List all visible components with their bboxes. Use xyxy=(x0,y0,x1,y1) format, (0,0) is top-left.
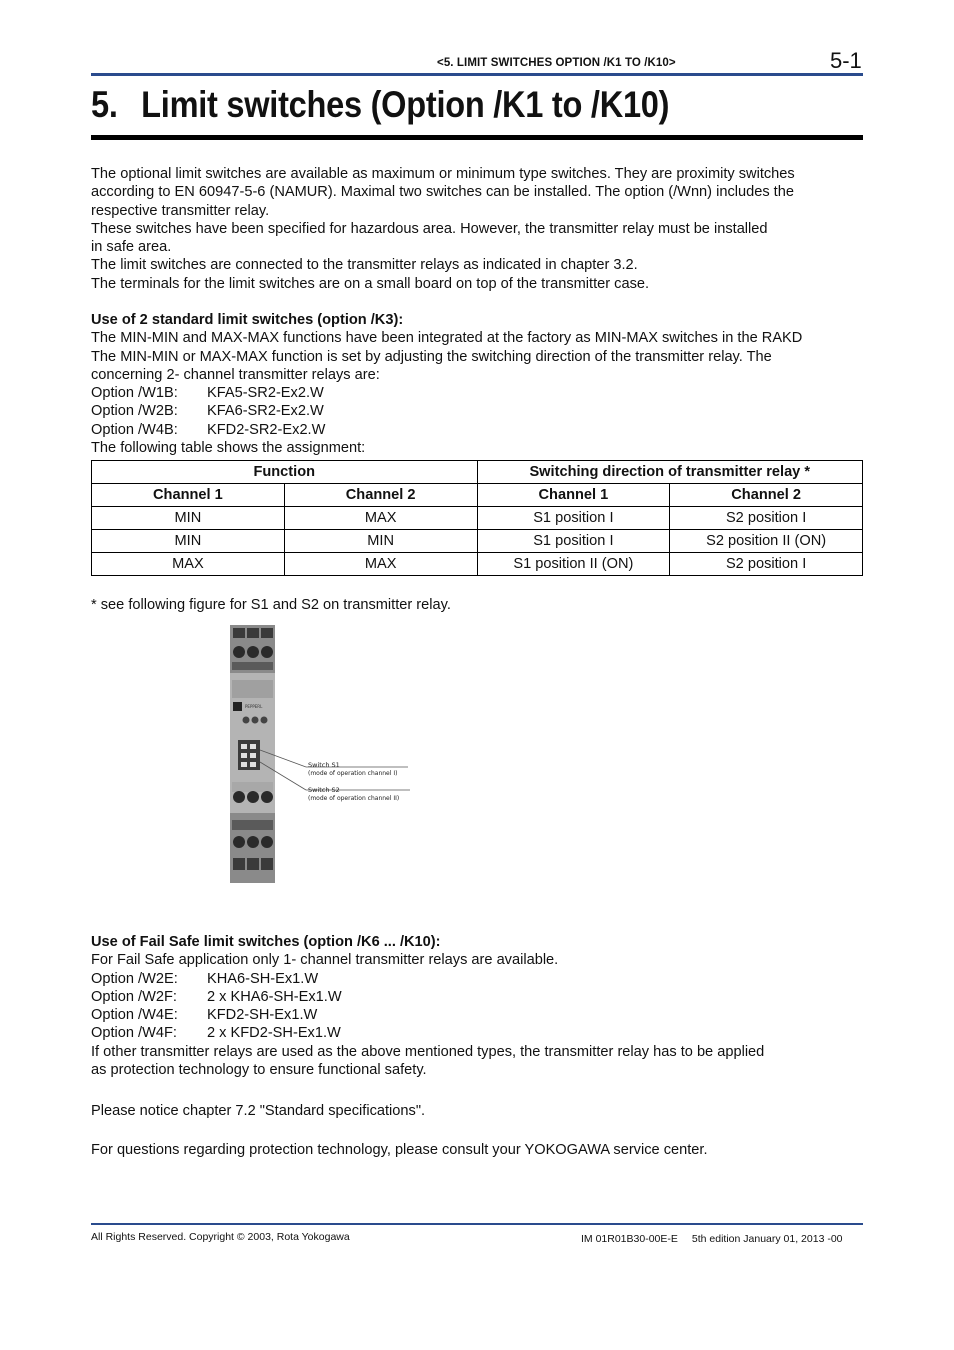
table-cell: MAX xyxy=(92,553,285,576)
callout-switch-s2-sub: (mode of operation channel II) xyxy=(308,795,400,802)
text-line: The MIN-MIN and MAX-MAX functions have been integrated at the factory as MIN-MAX switches in the RAKD xyxy=(91,330,803,347)
table-footnote: * see following figure for S1 and S2 on transmitter relay. xyxy=(91,597,451,613)
text-line: according to EN 60947-5-6 (NAMUR). Maximal two switches can be installed. The option (/Wnn) includes the xyxy=(91,184,794,201)
relay-type: KHA6-SH-Ex1.W xyxy=(207,970,319,987)
header-rule xyxy=(91,73,863,76)
option-code: Option /W2F: xyxy=(91,988,177,1005)
chapter-title: Limit switches (Option /K1 to /K10) xyxy=(141,84,670,125)
spec-note: Please notice chapter 7.2 "Standard specifications". xyxy=(91,1103,426,1119)
page-number: 5-1 xyxy=(830,48,862,73)
table-cell: MIN xyxy=(92,530,285,553)
option-row xyxy=(91,970,863,988)
column-header: Channel 2 xyxy=(670,484,863,507)
relay-type: 2 x KHA6-SH-Ex1.W xyxy=(207,988,342,1005)
title-rule xyxy=(91,135,863,140)
callout-switch-s1-sub: (mode of operation channel I) xyxy=(308,770,398,777)
text-line: These switches have been specified for hazardous area. However, the transmitter relay must be installed xyxy=(91,220,768,237)
text-line: The limit switches are connected to the transmitter relays as indicated in chapter 3.2. xyxy=(91,257,638,274)
option-code: Option /W4E: xyxy=(91,1007,178,1024)
text-line: as protection technology to ensure functional safety. xyxy=(91,1062,427,1079)
table-cell: MIN xyxy=(92,507,285,530)
table-group-header xyxy=(92,461,863,484)
running-header: <5. LIMIT SWITCHES OPTION /K1 TO /K10> xyxy=(437,57,676,69)
text-line: The terminals for the limit switches are on a small board on top of the transmitter case. xyxy=(91,275,650,292)
svg-text:PEPPERL: PEPPERL xyxy=(245,704,263,709)
table-cell: S1 position I xyxy=(477,530,670,553)
table-cell: S1 position I xyxy=(477,507,670,530)
table-row xyxy=(92,507,863,530)
table-cell: S2 position I xyxy=(670,553,863,576)
document-info xyxy=(581,1233,857,1245)
copyright-notice: All Rights Reserved. Copyright © 2003, Rota Yokogawa xyxy=(91,1231,350,1243)
option-row xyxy=(91,1006,863,1024)
page-title xyxy=(91,84,669,126)
column-header: Channel 1 xyxy=(92,484,285,507)
column-header: Channel 2 xyxy=(284,484,477,507)
option-code: Option /W1B: xyxy=(91,385,178,402)
group-header-switching: Switching direction of transmitter relay * xyxy=(477,461,863,484)
option-row xyxy=(91,402,863,420)
text-line: in safe area. xyxy=(91,239,172,256)
table-row xyxy=(92,553,863,576)
document-id: IM 01R01B30-00E-E xyxy=(581,1233,678,1245)
option-code: Option /W4B: xyxy=(91,421,178,438)
footer-rule xyxy=(91,1223,863,1225)
transmitter-relay-figure xyxy=(228,622,418,887)
table-cell: MIN xyxy=(284,530,477,553)
option-code: Option /W2E: xyxy=(91,970,178,987)
chapter-number: 5. xyxy=(91,84,118,125)
option-row xyxy=(91,988,863,1006)
relay-type: KFD2-SR2-Ex2.W xyxy=(207,421,326,438)
table-cell: S1 position II (ON) xyxy=(477,553,670,576)
text-line: The optional limit switches are available as maximum or minimum type switches. They are proximity switches xyxy=(91,166,795,182)
option-row xyxy=(91,421,863,439)
column-header: Channel 1 xyxy=(477,484,670,507)
option-row xyxy=(91,1024,863,1042)
text-line: If other transmitter relays are used as the above mentioned types, the transmitter relay has to be applied xyxy=(91,1043,765,1060)
callout-switch-s2: Switch S2 xyxy=(308,786,340,794)
table-column-header xyxy=(92,484,863,507)
section-k3 xyxy=(91,311,863,457)
edition-info: 5th edition January 01, 2013 -00 xyxy=(691,1233,843,1245)
group-header-function: Function xyxy=(92,461,478,484)
assignment-table xyxy=(91,460,863,576)
table-cell: MAX xyxy=(284,553,477,576)
option-code: Option /W2B: xyxy=(91,403,178,420)
callout-switch-s1: Switch S1 xyxy=(308,761,340,769)
relay-type: KFD2-SH-Ex1.W xyxy=(207,1007,318,1024)
option-code: Option /W4F: xyxy=(91,1025,177,1042)
table-cell: MAX xyxy=(284,507,477,530)
text-line: The MIN-MIN or MAX-MAX function is set by adjusting the switching direction of the transmitter relay. The xyxy=(91,348,772,365)
text-line: For Fail Safe application only 1- channel transmitter relays are available. xyxy=(91,952,559,969)
relay-type: KFA6-SR2-Ex2.W xyxy=(207,403,324,420)
section-failsafe xyxy=(91,933,863,1079)
section-heading: Use of 2 standard limit switches (option /K3): xyxy=(91,312,404,328)
option-row xyxy=(91,384,863,402)
relay-type: KFA5-SR2-Ex2.W xyxy=(207,385,324,402)
table-row xyxy=(92,530,863,553)
text-line: The following table shows the assignment: xyxy=(91,440,366,457)
text-line: concerning 2- channel transmitter relays are: xyxy=(91,366,380,383)
table-cell: S2 position II (ON) xyxy=(670,530,863,553)
section-heading: Use of Fail Safe limit switches (option /K6 ... /K10): xyxy=(91,934,441,950)
contact-note: For questions regarding protection technology, please consult your YOKOGAWA service center. xyxy=(91,1142,708,1158)
intro-paragraph xyxy=(91,165,863,293)
table-cell: S2 position I xyxy=(670,507,863,530)
relay-type: 2 x KFD2-SH-Ex1.W xyxy=(207,1025,341,1042)
text-line: respective transmitter relay. xyxy=(91,202,270,219)
